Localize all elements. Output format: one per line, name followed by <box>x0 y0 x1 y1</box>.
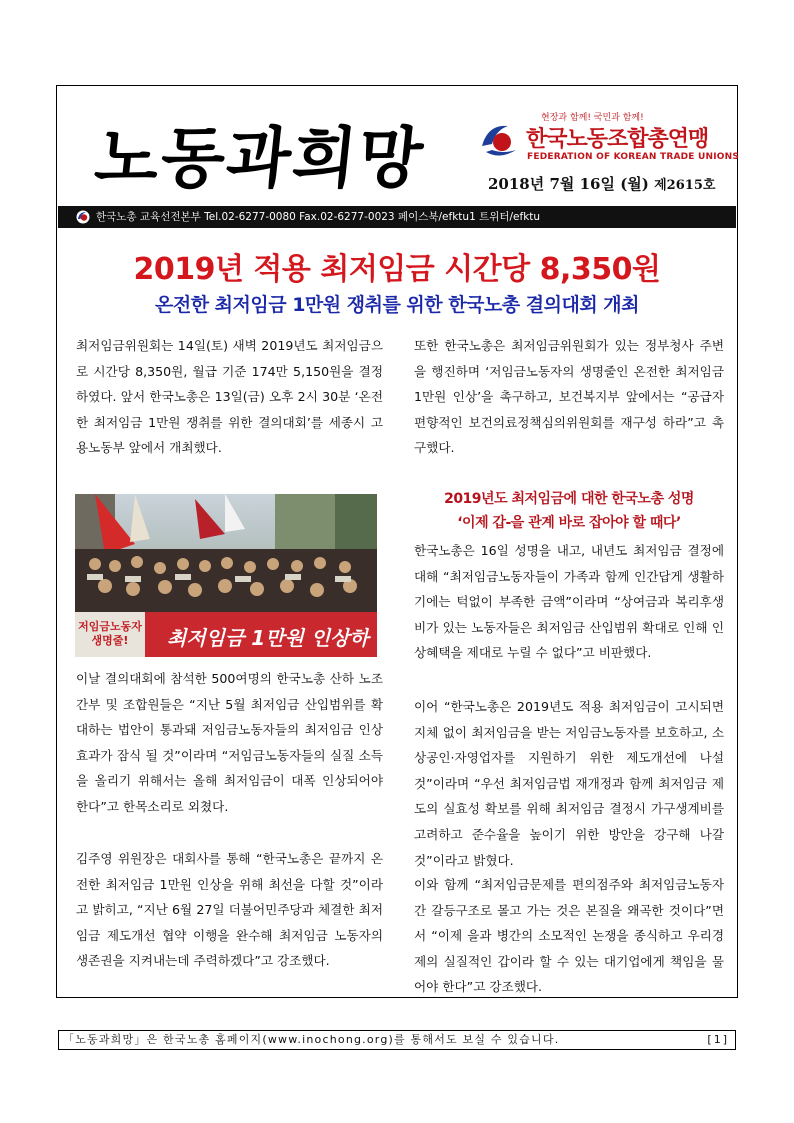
page-number: [1] <box>707 1033 729 1046</box>
issue-number: 제2615호 <box>654 178 716 193</box>
contact-bar <box>58 206 736 228</box>
article-paragraph: 김주영 위원장은 대회사를 통해 “한국노총은 끝까지 온전한 최저임금 1만원 인상을 위해 최선을 다할 것”이라고 밝히고, “지난 6월 27일 더불어민주당과 체결한 최저임금 제도개선 협약 이행을 완수해 최저임금 노동자의 생존권을 지켜내는데 주력하겠다”고 강조했다. <box>76 851 383 969</box>
fktu-logo <box>478 120 520 160</box>
contact-info: 한국노총 교육선전본부 Tel.02-6277-0080 Fax.02-6277-0023 페이스북/efktu1 트위터/efktu <box>96 211 541 223</box>
issue-date: 2018년 7월 16일 (월) <box>488 175 649 193</box>
footer <box>58 1030 736 1050</box>
org-name-english: FEDERATION OF KOREAN TRADE UNIONS <box>527 152 740 162</box>
article-paragraph: 이날 결의대회에 참석한 500여명의 한국노총 산하 노조간부 및 조합원들은 “지난 5월 최저임금 산입범위를 확대하는 법안이 통과돼 저임금노동자들의 최저임금 인상효과가 잠식 될 것”이라며 “저임금노동자들의 실질 소득을 올리기 위해서는 올해 최저임금이 대폭 인상되어야 한다”고 한목소리로 외쳤다. <box>76 671 383 814</box>
newsletter-title: 노동과희망 <box>91 119 429 197</box>
article-paragraph: 최저임금위원회는 14일(토) 새벽 2019년도 최저임금으로 시간당 8,350원, 월급 기준 174만 5,150원을 결정하였다. 앞서 한국노총은 13일(금) 오후 2시 30분 ‘온전한 최저임금 1만원 쟁취를 위한 결의대회’를 세종시 고용노동부 앞에서 개최했다. <box>76 338 383 456</box>
rally-photo <box>75 494 377 657</box>
photo-sign-text: 저임금노동자 생명줄! <box>78 620 142 647</box>
subheadline: 온전한 최저임금 1만원 쟁취를 위한 한국노총 결의대회 개최 <box>154 294 640 316</box>
headline: 2019년 적용 최저임금 시간당 8,350원 <box>133 252 661 287</box>
footer-notice: 「노동과희망」은 한국노총 홈페이지(www.inochong.org)를 통해서도 보실 수 있습니다. <box>63 1033 560 1046</box>
article-paragraph: 이어 “한국노총은 2019년도 적용 최저임금이 고시되면 지체 없이 최저임금을 받는 저임금노동자를 보호하고, 소상공인·자영업자를 지원하기 위한 제도개선에 나설 것”이라며 “우선 최저임금법 재개정과 함께 최저임금 제도의 실효성 확보를 위해 최저임금 결정시 가구생계비를 고려하고 준수율을 높이기 위한 방안을 강구해 나갈 것”이라고 밝혔다. <box>414 699 724 868</box>
logo-red-circle <box>493 133 511 151</box>
org-slogan: 현장과 함께! 국민과 함께! <box>541 113 644 123</box>
photo-banner-text: 최저임금 1만원 인상하 <box>167 626 369 650</box>
org-name: 한국노동조합총연맹 <box>526 127 709 152</box>
article-paragraph: 이와 함께 “최저임금문제를 편의점주와 최저임금노동자간 갈등구조로 몰고 가는 것은 본질을 왜곡한 것이다”면서 “이제 을과 병간의 소모적인 논쟁을 종식하고 우리경제의 실질적인 갑이라 할 수 있는 대기업에게 책임을 물어야 한다”고 강조했다. <box>414 877 724 995</box>
issue-info <box>488 173 715 194</box>
statement-title: 2019년도 최저임금에 대한 한국노총 성명 <box>444 491 694 507</box>
article-paragraph: 한국노총은 16일 성명을 내고, 내년도 최저임금 결정에 대해 “최저임금노동자들이 가족과 함께 인간답게 생활하기에는 턱없이 부족한 금액”이라며 “상여금과 복리후생비가 있는 노동자들은 최저임금 산입범위 확대로 인해 인상혜택을 제대로 누릴 수 없다”고 비판했다. <box>414 543 724 661</box>
article-paragraph: 또한 한국노총은 최저임금위원회가 있는 정부청사 주변을 행진하며 ‘저임금노동자의 생명줄인 온전한 최저임금 1만원 인상’을 촉구하고, 보건복지부 앞에서는 “공급자 편향적인 보건의료정책심의위원회를 재구성 하라”고 촉구했다. <box>414 338 724 456</box>
fktu-mini-logo-icon <box>76 210 90 224</box>
statement-subtitle: ‘이제 갑-을 관계 바로 잡아야 할 때다’ <box>457 515 681 531</box>
